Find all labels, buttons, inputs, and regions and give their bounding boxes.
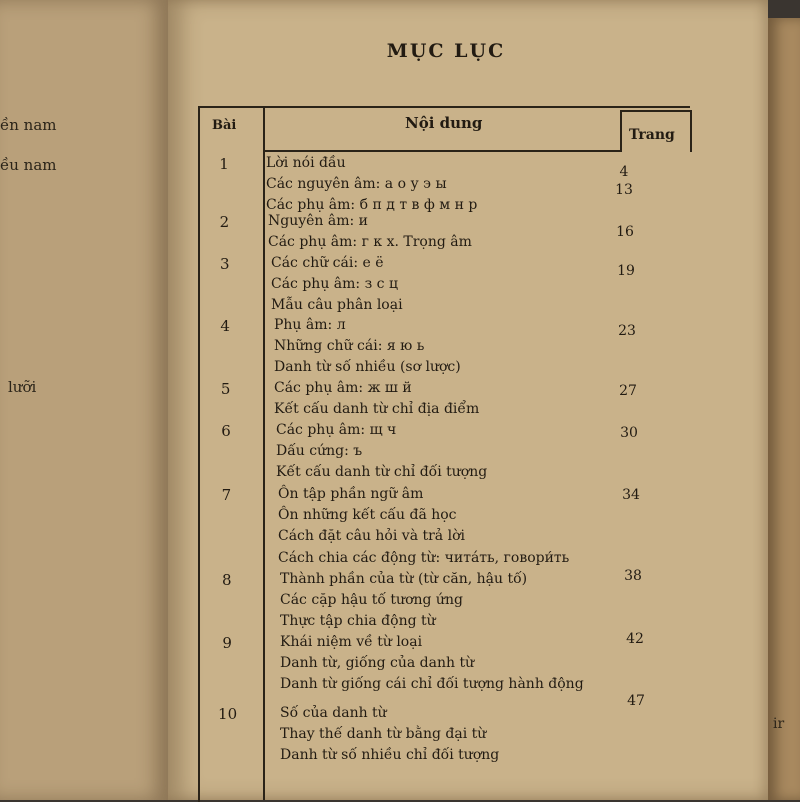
lesson-topic: Các nguyên âm: а о у э ы [266,176,447,193]
left-page [0,0,168,800]
header-noi-dung: Nội dung [405,114,483,132]
lesson-topic: Ôn những kết cấu đã học [278,507,457,524]
lesson-topic: Danh từ số nhiều (sơ lược) [274,359,461,376]
lesson-topic: Các cặp hậu tố tương ứng [280,592,463,609]
page-number: 34 [622,487,640,503]
page-number: 23 [618,323,636,339]
lesson-topic: Những chữ cái: я ю ь [274,338,425,355]
lesson-number: 4 [220,317,230,335]
lesson-number: 6 [221,422,231,440]
lesson-topic: Các phụ âm: щ ч [276,422,397,438]
lesson-topic: Cách đặt câu hỏi và trả lời [278,528,465,545]
page-number: 30 [620,425,638,441]
lesson-number: 2 [219,213,230,231]
right-page-mark: ir [773,716,785,732]
page-number: 38 [624,568,642,584]
header-trang: Trang [629,127,675,143]
contents-page [168,0,768,800]
right-page-edge [768,18,800,800]
page-number: 42 [626,631,644,647]
lesson-topic: Các phụ âm: г к х. Trọng âm [268,234,472,251]
lesson-topic: Thay thế danh từ bằng đại từ [280,726,487,743]
lesson-number: 10 [218,705,238,723]
header-underline [263,150,620,152]
lesson-topic: Nguyên âm: и [268,213,369,229]
column-divider [263,106,265,800]
lesson-topic: Kết cấu danh từ chỉ địa điểm [274,401,480,418]
lesson-topic: Thành phần của từ (từ căn, hậu tố) [280,571,528,587]
lesson-topic: Danh từ số nhiều chỉ đối tượng [280,747,500,764]
page-number: 19 [617,263,635,279]
page-number: 27 [619,383,637,399]
page-number: 4 [619,164,629,180]
lesson-topic: Thực tập chia động từ [280,613,436,630]
lesson-number: 1 [219,155,229,173]
lesson-number: 7 [221,486,232,504]
page-number: 47 [627,693,645,709]
lesson-topic: Khái niệm về từ loại [280,634,423,650]
lesson-topic: Các phụ âm: б п д т в ф м н р [266,197,478,214]
lesson-topic: Phụ âm: л [274,317,346,333]
lesson-number: 5 [220,380,231,398]
lesson-number: 8 [222,571,232,589]
lesson-topic: Các phụ âm: з с ц [271,276,398,293]
lesson-topic: Mẫu câu phân loại [271,297,403,314]
left-page-fragment: ều nam [0,156,57,174]
lesson-topic: Cách chia các động từ: читáть, говори́ть [278,549,570,566]
lesson-topic: Lời nói đầu [266,155,346,171]
page-number: 13 [615,182,633,198]
lesson-number: 9 [222,634,232,652]
lesson-number: 3 [220,255,230,273]
lesson-topic: Ôn tập phần ngữ âm [278,486,424,502]
lesson-topic: Danh từ giống cái chỉ đối tượng hành động [280,676,584,693]
lesson-topic: Các phụ âm: ж ш й [274,380,412,396]
lesson-topic: Các chữ cái: е ё [271,255,384,271]
lesson-topic: Dấu cứng: ъ [276,443,363,460]
lesson-topic: Danh từ, giống của danh từ [280,655,475,672]
lesson-topic: Kết cấu danh từ chỉ đối tượng [276,464,488,481]
lesson-topic: Số của danh từ [280,705,387,721]
page-title: MỤC LỤC [386,40,506,62]
left-page-fragment: lưỡi [8,378,37,396]
header-bai: Bài [212,118,237,133]
left-page-fragment: ền nam [0,116,57,134]
page-number: 16 [616,224,634,240]
